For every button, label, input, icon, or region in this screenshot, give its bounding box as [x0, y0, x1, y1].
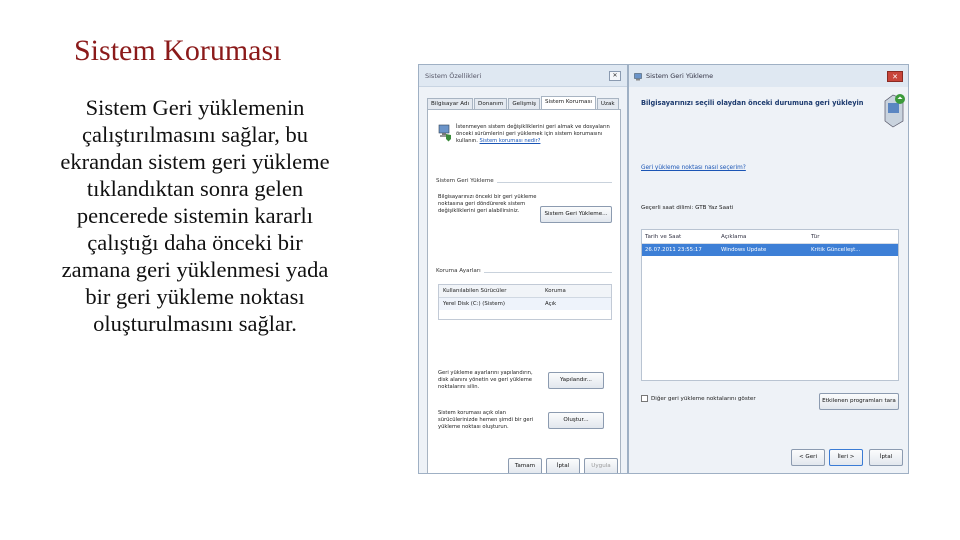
restore-icon — [634, 72, 643, 81]
table-header — [642, 230, 898, 244]
intro-block — [438, 124, 610, 145]
column-header-date[interactable]: Tarih ve Saat — [645, 233, 682, 240]
system-restore-button[interactable]: Sistem Geri Yükleme... — [540, 206, 612, 223]
restore-points-table — [641, 229, 899, 381]
tab-remote[interactable]: Uzak — [597, 98, 619, 109]
drive-name: Yerel Disk (C:) (Sistem) — [443, 301, 505, 307]
computer-shield-icon — [438, 124, 452, 142]
title-bar — [419, 65, 627, 87]
drive-protection: Açık — [545, 301, 557, 307]
cancel-button[interactable]: İptal — [546, 458, 580, 474]
system-protection-panel — [427, 109, 621, 474]
restore-point-type: Kritik Güncelleşt... — [811, 247, 861, 253]
checkbox-label: Diğer geri yükleme noktalarını göster — [651, 395, 756, 402]
tab-hardware[interactable]: Donanım — [474, 98, 507, 109]
restore-group-label: Sistem Geri Yükleme — [436, 178, 497, 184]
scan-affected-programs-button[interactable]: Etkilenen programları tara — [819, 393, 899, 410]
dialog-title: Sistem Özellikleri — [425, 71, 482, 80]
tab-computer-name[interactable]: Bilgisayar Adı — [427, 98, 473, 109]
table-row[interactable] — [439, 298, 611, 310]
column-header-drives[interactable]: Kullanılabilen Sürücüler — [443, 288, 507, 294]
timezone-label: Geçerli saat dilimi: GTB Yaz Saati — [641, 205, 734, 211]
system-restore-dialog — [628, 64, 909, 474]
configure-button[interactable]: Yapılandır... — [548, 372, 604, 389]
restore-point-description: Windows Update — [721, 247, 767, 253]
restore-group — [436, 178, 612, 184]
checkbox-box[interactable] — [641, 395, 648, 402]
table-header — [439, 285, 611, 298]
create-button[interactable]: Oluştur... — [548, 412, 604, 429]
cancel-button[interactable]: İptal — [869, 449, 903, 466]
how-to-choose-link[interactable]: Geri yükleme noktası nasıl seçerim? — [641, 165, 746, 171]
tab-system-protection[interactable]: Sistem Koruması — [541, 96, 596, 109]
table-row[interactable] — [642, 244, 898, 256]
intro-text: İstenmeyen sistem değişikliklerini geri almak ve dosyaların önceki sürümlerini geri yüklemek için sistem korumasını kullanın. — [456, 124, 610, 144]
restore-point-date: 26.07.2011 23:55:17 — [645, 247, 702, 253]
title-area — [634, 72, 713, 81]
restore-heading: Bilgisayarınızı seçili olaydan önceki durumuna geri yükleyin — [641, 99, 864, 107]
system-properties-dialog — [418, 64, 628, 474]
protection-group-label: Koruma Ayarları — [436, 268, 484, 274]
restore-text: Bilgisayarınızı önceki bir geri yükleme noktasına geri döndürerek sistem değişikliklerini geri alabilirsiniz. — [438, 194, 537, 214]
protection-group — [436, 268, 612, 274]
column-header-protection[interactable]: Koruma — [545, 288, 566, 294]
tab-advanced[interactable]: Gelişmiş — [508, 98, 540, 109]
slide-title: Sistem Koruması — [74, 34, 282, 67]
title-bar — [629, 65, 908, 87]
tab-strip — [419, 87, 627, 109]
column-header-type[interactable]: Tür — [811, 233, 820, 240]
column-header-description[interactable]: Açıklama — [721, 233, 747, 240]
close-button[interactable]: ✕ — [609, 71, 621, 81]
dialog-title: Sistem Geri Yükleme — [646, 72, 714, 80]
configure-text: Geri yükleme ayarlarını yapılandırın, disk alanını yönetin ve geri yükleme noktalarını silin. — [438, 370, 533, 390]
next-button[interactable]: İleri > — [829, 449, 863, 466]
what-is-protection-link[interactable]: Sistem koruması nedir? — [479, 138, 541, 144]
back-button[interactable]: < Geri — [791, 449, 825, 466]
drives-table — [438, 284, 612, 320]
create-text: Sistem koruması açık olan sürücülerinizde hemen şimdi bir geri yükleme noktası oluşturun. — [438, 410, 534, 430]
apply-button[interactable]: Uygula — [584, 458, 618, 474]
ok-button[interactable]: Tamam — [508, 458, 542, 474]
show-more-points-checkbox[interactable] — [641, 395, 756, 402]
slide-body-text: Sistem Geri yüklemenin çalıştırılmasını sağlar, bu ekrandan sistem geri yükleme tıklandıktan sonra gelen pencerede sistemin kararlı çalıştığı daha önceki bir zamana geri yüklenmesi yada bir geri yükleme noktası oluşturulmasını sağlar. — [60, 95, 330, 336]
computer-restore-icon — [879, 91, 907, 129]
close-button[interactable]: ✕ — [887, 71, 903, 82]
